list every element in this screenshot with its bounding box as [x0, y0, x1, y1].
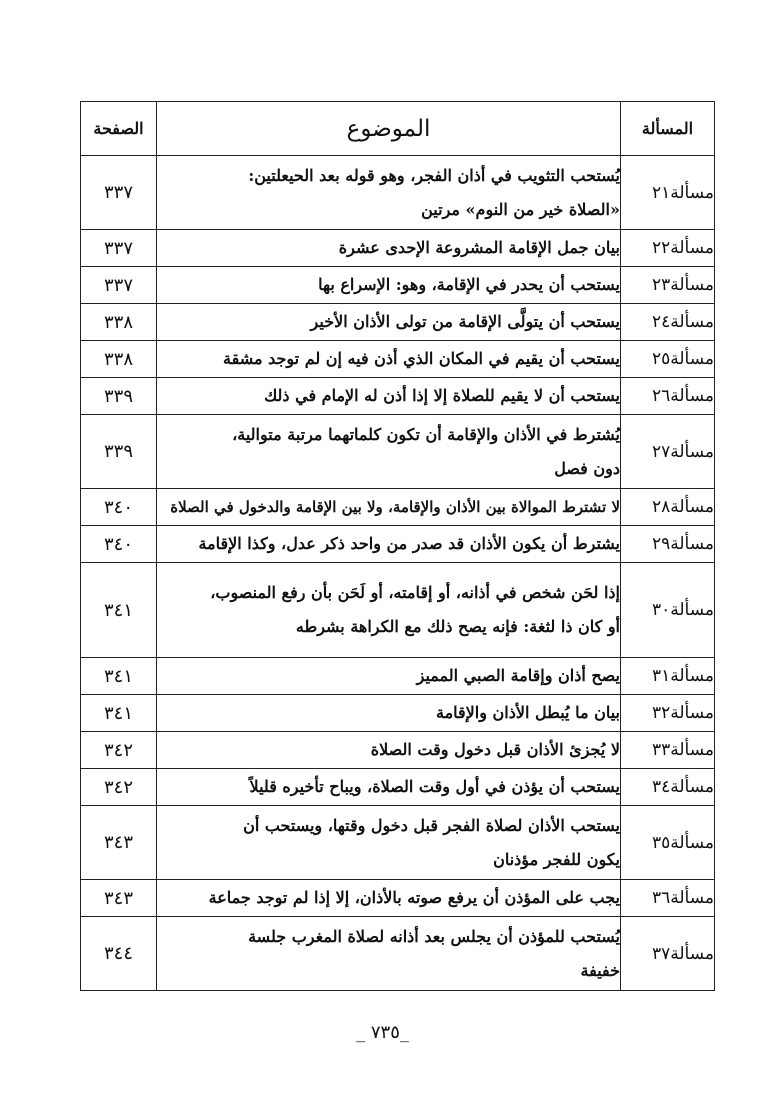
topic-line: إذا لحَن شخص في أذانه، أو إقامته، أو لَحَن بأن رفع المنصوب، — [210, 583, 620, 602]
topic-cell — [157, 806, 621, 880]
topic-cell — [157, 732, 621, 769]
page-cell: ٣٤٠ — [81, 489, 157, 526]
topic-line: يُستحب التثويب في أذان الفجر، وهو قوله بعد الحيعلتين: — [248, 165, 620, 185]
topic-line: أو كان ذا لثغة: فإنه يصح ذلك مع الكراهة بشرطه — [295, 617, 620, 636]
table-row — [81, 378, 715, 415]
masala-cell: مسألة٢١ — [621, 156, 715, 230]
header-safha: الصفحة — [81, 102, 157, 156]
table-row — [81, 732, 715, 769]
topic-cell — [157, 526, 621, 563]
page-cell: ٣٤٢ — [81, 732, 157, 769]
masala-cell: مسألة٢٤ — [621, 304, 715, 341]
page-cell: ٣٣٧ — [81, 230, 157, 267]
masala-cell: مسألة٣٧ — [621, 917, 715, 991]
page-cell: ٣٤٢ — [81, 769, 157, 806]
table-row — [81, 156, 715, 230]
masala-cell: مسألة٣٠ — [621, 563, 715, 658]
table-row — [81, 415, 715, 489]
table-row — [81, 267, 715, 304]
table-row — [81, 806, 715, 880]
topic-line: يصح أذان وإقامة الصبي المميز — [416, 666, 620, 685]
topic-line: يستحب أن يحدر في الإقامة، وهو: الإسراع بها — [318, 275, 620, 294]
masala-cell: مسألة٣١ — [621, 658, 715, 695]
masala-cell: مسألة٢٦ — [621, 378, 715, 415]
topic-cell — [157, 267, 621, 304]
page-cell: ٣٣٨ — [81, 341, 157, 378]
topic-cell — [157, 230, 621, 267]
masala-cell: مسألة٣٤ — [621, 769, 715, 806]
masala-cell: مسألة٣٣ — [621, 732, 715, 769]
page-number: _٧٣٥ _ — [356, 1022, 409, 1043]
masala-cell: مسألة٢٢ — [621, 230, 715, 267]
page-footer — [0, 1022, 765, 1043]
header-masala: المسألة — [621, 102, 715, 156]
topic-cell — [157, 489, 621, 526]
page-cell: ٣٣٧ — [81, 267, 157, 304]
topic-line: دون فصل — [554, 458, 620, 478]
table-header-row — [81, 102, 715, 156]
topic-line: «الصلاة خير من النوم» مرتين — [421, 199, 620, 219]
page-cell: ٣٣٩ — [81, 378, 157, 415]
header-mawdu: الموضوع — [157, 102, 621, 156]
table-row — [81, 230, 715, 267]
table-row — [81, 341, 715, 378]
table-row — [81, 695, 715, 732]
topic-line: يستحب أن يتولَّى الإقامة من تولى الأذان الأخير — [310, 312, 620, 331]
masala-cell: مسألة٢٨ — [621, 489, 715, 526]
index-table — [80, 101, 715, 991]
topic-line: يستحب أن يقيم في المكان الذي أذن فيه إن لم توجد مشقة — [223, 349, 620, 368]
topic-cell — [157, 563, 621, 658]
topic-line: لا يُجزئ الأذان قبل دخول وقت الصلاة — [370, 740, 620, 759]
table-row — [81, 917, 715, 991]
page-cell: ٣٣٧ — [81, 156, 157, 230]
topic-cell — [157, 304, 621, 341]
topic-line: يجب على المؤذن أن يرفع صوته بالأذان، إلا إذا لم توجد جماعة — [208, 888, 620, 907]
page-cell: ٣٤١ — [81, 658, 157, 695]
topic-cell — [157, 415, 621, 489]
page-cell: ٣٣٨ — [81, 304, 157, 341]
page-cell: ٣٤١ — [81, 695, 157, 732]
table-row — [81, 526, 715, 563]
table-row — [81, 658, 715, 695]
topic-cell — [157, 880, 621, 917]
topic-cell — [157, 658, 621, 695]
masala-cell: مسألة٢٧ — [621, 415, 715, 489]
topic-cell — [157, 378, 621, 415]
page-cell: ٣٤٣ — [81, 806, 157, 880]
masala-cell: مسألة٣٥ — [621, 806, 715, 880]
topic-cell — [157, 695, 621, 732]
topic-line: لا تشترط الموالاة بين الأذان والإقامة، ولا بين الإقامة والدخول في الصلاة — [170, 498, 620, 516]
masala-cell: مسألة٣٢ — [621, 695, 715, 732]
table-body — [81, 156, 715, 991]
page-cell: ٣٤٠ — [81, 526, 157, 563]
topic-line: يشترط أن يكون الأذان قد صدر من واحد ذكر عدل، وكذا الإقامة — [198, 534, 620, 553]
table-row — [81, 304, 715, 341]
page-cell: ٣٤١ — [81, 563, 157, 658]
topic-cell — [157, 769, 621, 806]
topic-line: بيان جمل الإقامة المشروعة الإحدى عشرة — [338, 238, 620, 257]
table-row — [81, 880, 715, 917]
table-row — [81, 489, 715, 526]
page-cell: ٣٤٣ — [81, 880, 157, 917]
masala-cell: مسألة٢٩ — [621, 526, 715, 563]
masala-cell: مسألة٢٥ — [621, 341, 715, 378]
topic-line: يستحب أن يؤذن في أول وقت الصلاة، ويباح تأخيره قليلاً — [249, 777, 620, 796]
topic-line: بيان ما يُبطل الأذان والإقامة — [435, 703, 620, 722]
table-row — [81, 769, 715, 806]
topic-line: يُشترط في الأذان والإقامة أن تكون كلماتهما مرتبة متوالية، — [232, 424, 620, 444]
masala-cell: مسألة٣٦ — [621, 880, 715, 917]
page-cell: ٣٤٤ — [81, 917, 157, 991]
masala-cell: مسألة٢٣ — [621, 267, 715, 304]
table-row — [81, 563, 715, 658]
topic-line: يُستحب للمؤذن أن يجلس بعد أذانه لصلاة المغرب جلسة — [248, 926, 620, 946]
topic-line: يستحب أن لا يقيم للصلاة إلا إذا أذن له الإمام في ذلك — [264, 386, 620, 405]
topic-line: يستحب الأذان لصلاة الفجر قبل دخول وقتها، ويستحب أن — [243, 815, 620, 835]
topic-cell — [157, 156, 621, 230]
topic-line: خفيفة — [580, 960, 620, 980]
page-cell: ٣٣٩ — [81, 415, 157, 489]
topic-cell — [157, 917, 621, 991]
topic-cell — [157, 341, 621, 378]
topic-line: يكون للفجر مؤذنان — [493, 849, 620, 869]
